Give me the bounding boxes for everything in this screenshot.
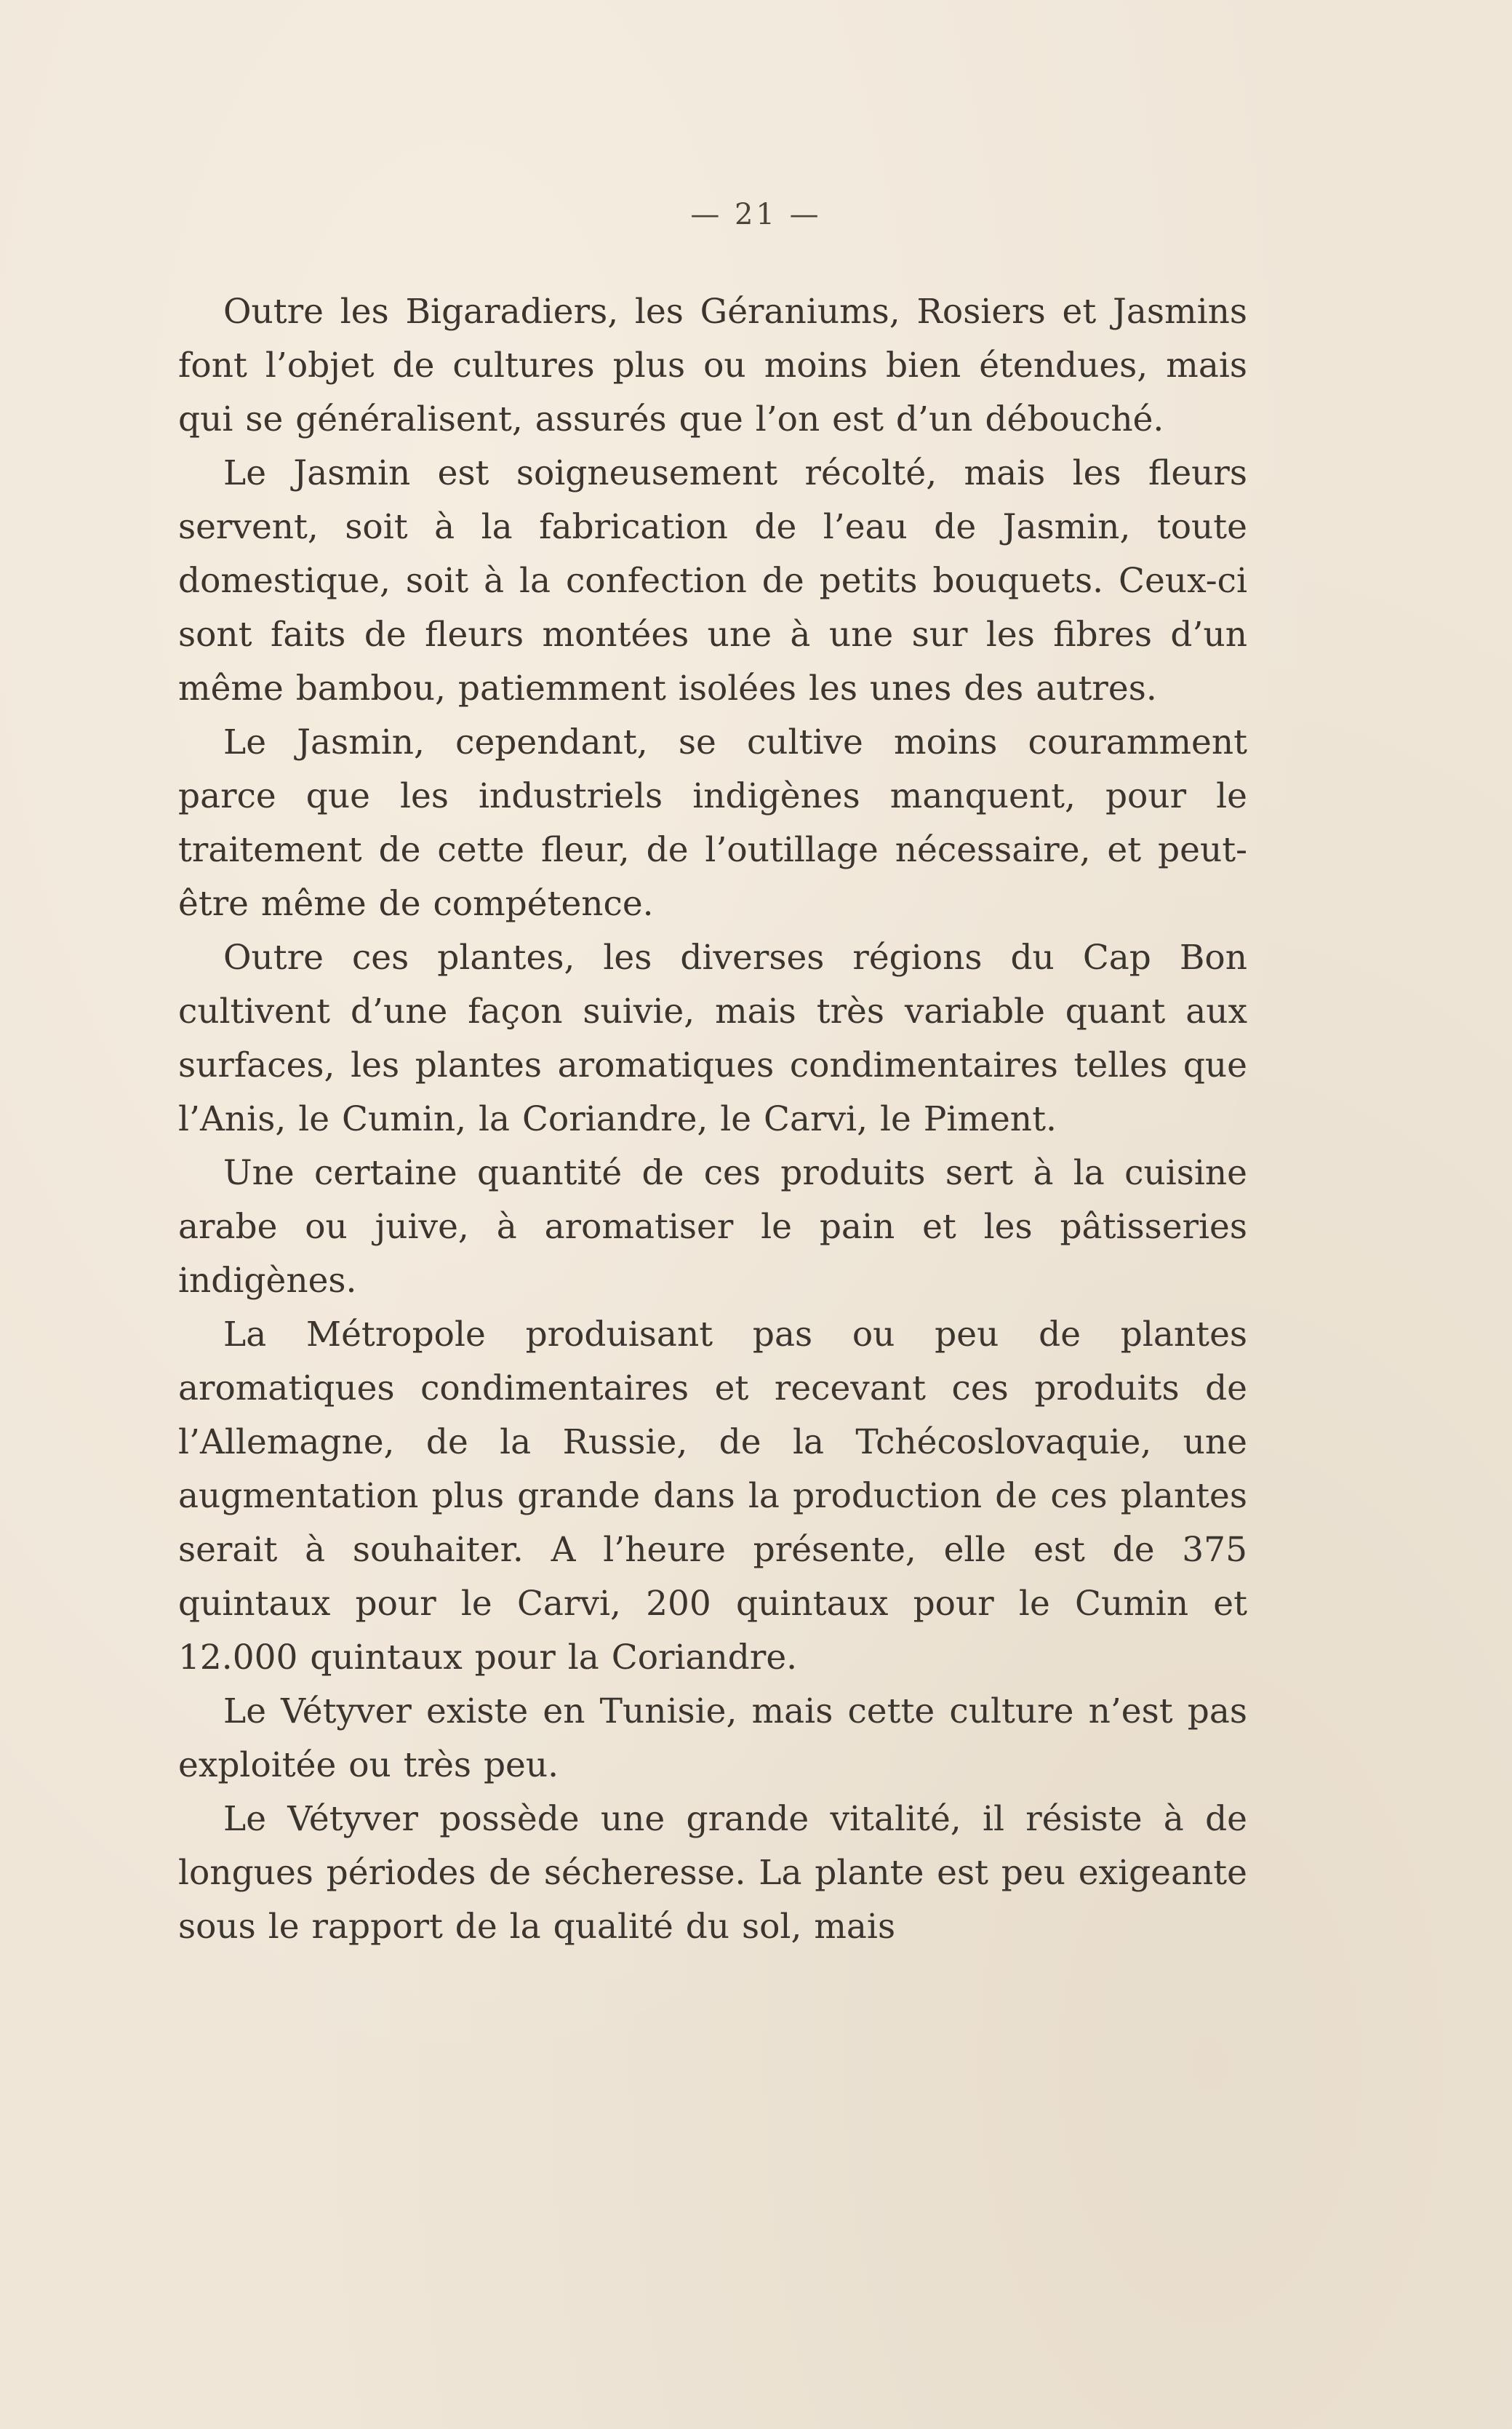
paragraph-jasmin-recolte: Le Jasmin est soigneusement récolté, mais les fleurs servent, soit à la fabrication de l’eau de Jasmin, toute domestique, soit à la confection de petits bouquets. Ceux-ci sont faits de fleurs montées une à une sur les fibres d’un même bambou, patiemment isolées les unes des autres.	[178, 453, 1247, 709]
paragraph-plantes-aromatiques: Outre ces plantes, les diverses régions du Cap Bon cultivent d’une façon suivie, mais très variable quant aux surfaces, les plantes aromatiques condimentaires telles que l’Anis, le Cumin, la Coriandre, le Carvi, le Piment.	[178, 938, 1247, 1139]
paragraph-cuisine: Une certaine quantité de ces produits sert à la cuisine arabe ou juive, à aromatiser le pain et les pâtisseries indigènes.	[178, 1153, 1247, 1301]
paragraph-vetyver-tunisie: Le Vétyver existe en Tunisie, mais cette culture n’est pas exploitée ou très peu.	[178, 1691, 1247, 1785]
paragraph-jasmin-culture: Le Jasmin, cependant, se cultive moins couramment parce que les industriels indigènes manquent, pour le traitement de cette fleur, de l’outillage nécessaire, et peut-être même de compétence.	[178, 722, 1247, 924]
body-text	[178, 285, 1247, 1954]
paragraph-bigaradiers: Outre les Bigaradiers, les Géraniums, Rosiers et Jasmins font l’objet de cultures plus ou moins bien étendues, mais qui se généralisent, assurés que l’on est d’un débouché.	[178, 292, 1247, 439]
paragraph-metropole: La Métropole produisant pas ou peu de plantes aromatiques condimentaires et recevant ces produits de l’Allemagne, de la Russie, de la Tchécoslovaquie, une augmentation plus grande dans la production de ces plantes serait à souhaiter. A l’heure présente, elle est de 375 quintaux pour le Carvi, 200 quintaux pour le Cumin et 12.000 quintaux pour la Coriandre.	[178, 1315, 1247, 1678]
page-number: — 21 —	[690, 198, 822, 231]
paragraph-vetyver-vitalite: Le Vétyver possède une grande vitalité, il résiste à de longues périodes de sécheresse. La plante est peu exigeante sous le rapport de la qualité du sol, mais	[178, 1799, 1247, 1947]
